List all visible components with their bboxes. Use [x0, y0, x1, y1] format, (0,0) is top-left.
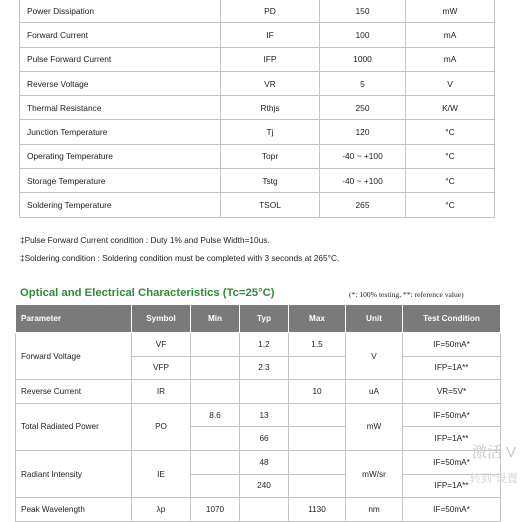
param-cell: Reverse Voltage: [20, 71, 221, 95]
header-parameter: Parameter: [16, 305, 132, 333]
typ-cell: 1.2: [240, 333, 289, 357]
table-row: [16, 333, 501, 357]
table-row: [20, 120, 495, 144]
typ-cell: 2.3: [240, 356, 289, 380]
param-cell: Thermal Resistance: [20, 96, 221, 120]
value-cell: 100: [320, 23, 406, 47]
unit-cell: V: [346, 333, 403, 380]
unit-cell: uA: [346, 380, 403, 404]
symbol-cell: Topr: [221, 144, 320, 168]
unit-cell: K/W: [406, 96, 495, 120]
param-cell: Operating Temperature: [20, 144, 221, 168]
max-cell: 1130: [289, 498, 346, 522]
param-cell: Junction Temperature: [20, 120, 221, 144]
table-row: [20, 0, 495, 23]
min-cell: 1070: [191, 498, 240, 522]
condition-cell: IF=50mA*: [403, 403, 501, 427]
typ-cell: 240: [240, 474, 289, 498]
value-cell: 150: [320, 0, 406, 23]
typ-cell: 66: [240, 427, 289, 451]
table-row: [20, 193, 495, 217]
condition-cell: IFP=1A**: [403, 427, 501, 451]
symbol-cell: VF: [132, 333, 191, 357]
table-row: [20, 71, 495, 95]
activation-watermark-subtext: 转到"设置: [470, 473, 518, 485]
testing-note: (*: 100% testing, **: reference value): [349, 290, 464, 299]
min-cell: [191, 333, 240, 357]
param-cell: Forward Current: [20, 23, 221, 47]
table-row: [20, 169, 495, 193]
unit-cell: mW: [406, 0, 495, 23]
symbol-cell: TSOL: [221, 193, 320, 217]
unit-cell: °C: [406, 169, 495, 193]
condition-cell: IF=50mA*: [403, 333, 501, 357]
table-row: [20, 23, 495, 47]
typ-cell: 48: [240, 450, 289, 474]
param-cell: Storage Temperature: [20, 169, 221, 193]
header-typ: Typ: [240, 305, 289, 333]
unit-cell: °C: [406, 193, 495, 217]
symbol-cell: IFP: [221, 47, 320, 71]
max-cell: [289, 474, 346, 498]
unit-cell: mA: [406, 47, 495, 71]
value-cell: 1000: [320, 47, 406, 71]
value-cell: 250: [320, 96, 406, 120]
value-cell: -40 ~ +100: [320, 169, 406, 193]
header-row: [16, 305, 501, 333]
header-max: Max: [289, 305, 346, 333]
table-row: [20, 96, 495, 120]
min-cell: [191, 427, 240, 451]
param-cell: Soldering Temperature: [20, 193, 221, 217]
max-cell: [289, 427, 346, 451]
unit-cell: mW/sr: [346, 450, 403, 497]
condition-cell: IF=50mA*: [403, 498, 501, 522]
table-row: [20, 47, 495, 71]
symbol-cell: PO: [132, 403, 191, 450]
unit-cell: V: [406, 71, 495, 95]
activation-watermark: 激活 V: [472, 444, 517, 461]
param-reverse-current: Reverse Current: [16, 380, 132, 404]
min-cell: [191, 356, 240, 380]
condition-cell: IF=50mA*: [403, 450, 501, 474]
symbol-cell: VR: [221, 71, 320, 95]
value-cell: 265: [320, 193, 406, 217]
max-cell: [289, 450, 346, 474]
symbol-cell: PD: [221, 0, 320, 23]
table-row: [16, 403, 501, 427]
typ-cell: [240, 380, 289, 404]
param-total-radiated-power: Total Radiated Power: [16, 403, 132, 450]
max-cell: [289, 403, 346, 427]
symbol-cell: IF: [221, 23, 320, 47]
symbol-cell: IR: [132, 380, 191, 404]
header-unit: Unit: [346, 305, 403, 333]
min-cell: [191, 380, 240, 404]
condition-cell: IFP=1A**: [403, 356, 501, 380]
value-cell: 120: [320, 120, 406, 144]
condition-cell: IFP=1A**: [403, 474, 501, 498]
unit-cell: mW: [346, 403, 403, 450]
typ-cell: [240, 498, 289, 522]
header-symbol: Symbol: [132, 305, 191, 333]
symbol-cell: VFP: [132, 356, 191, 380]
unit-cell: °C: [406, 144, 495, 168]
table-row: [20, 144, 495, 168]
pulse-current-note: ‡Pulse Forward Current condition : Duty 1% and Pulse Width=10us.: [20, 235, 270, 245]
max-cell: [289, 356, 346, 380]
param-radiant-intensity: Radiant Intensity: [16, 450, 132, 497]
section-title: Optical and Electrical Characteristics (Tc=25°C): [20, 287, 275, 299]
symbol-cell: Tstg: [221, 169, 320, 193]
table-row: [16, 450, 501, 474]
max-cell: 10: [289, 380, 346, 404]
header-test-condition: Test Condition: [403, 305, 501, 333]
typ-cell: 13: [240, 403, 289, 427]
symbol-cell: Tj: [221, 120, 320, 144]
min-cell: [191, 474, 240, 498]
soldering-note: ‡Soldering condition : Soldering condition must be completed with 3 seconds at 265°C.: [20, 253, 340, 263]
unit-cell: °C: [406, 120, 495, 144]
absolute-ratings-table: [19, 0, 495, 218]
value-cell: -40 ~ +100: [320, 144, 406, 168]
symbol-cell: Rthjs: [221, 96, 320, 120]
param-peak-wavelength: Peak Wavelength: [16, 498, 132, 522]
unit-cell: nm: [346, 498, 403, 522]
condition-cell: VR=5V*: [403, 380, 501, 404]
symbol-cell: IE: [132, 450, 191, 497]
min-cell: [191, 450, 240, 474]
table-row: [16, 498, 501, 522]
min-cell: 8.6: [191, 403, 240, 427]
table-row: [16, 380, 501, 404]
optical-electrical-table: [15, 304, 501, 522]
value-cell: 5: [320, 71, 406, 95]
param-cell: Power Dissipation: [20, 0, 221, 23]
symbol-cell: λp: [132, 498, 191, 522]
header-min: Min: [191, 305, 240, 333]
max-cell: 1.5: [289, 333, 346, 357]
param-cell: Pulse Forward Current: [20, 47, 221, 71]
param-forward-voltage: Forward Voltage: [16, 333, 132, 380]
unit-cell: mA: [406, 23, 495, 47]
